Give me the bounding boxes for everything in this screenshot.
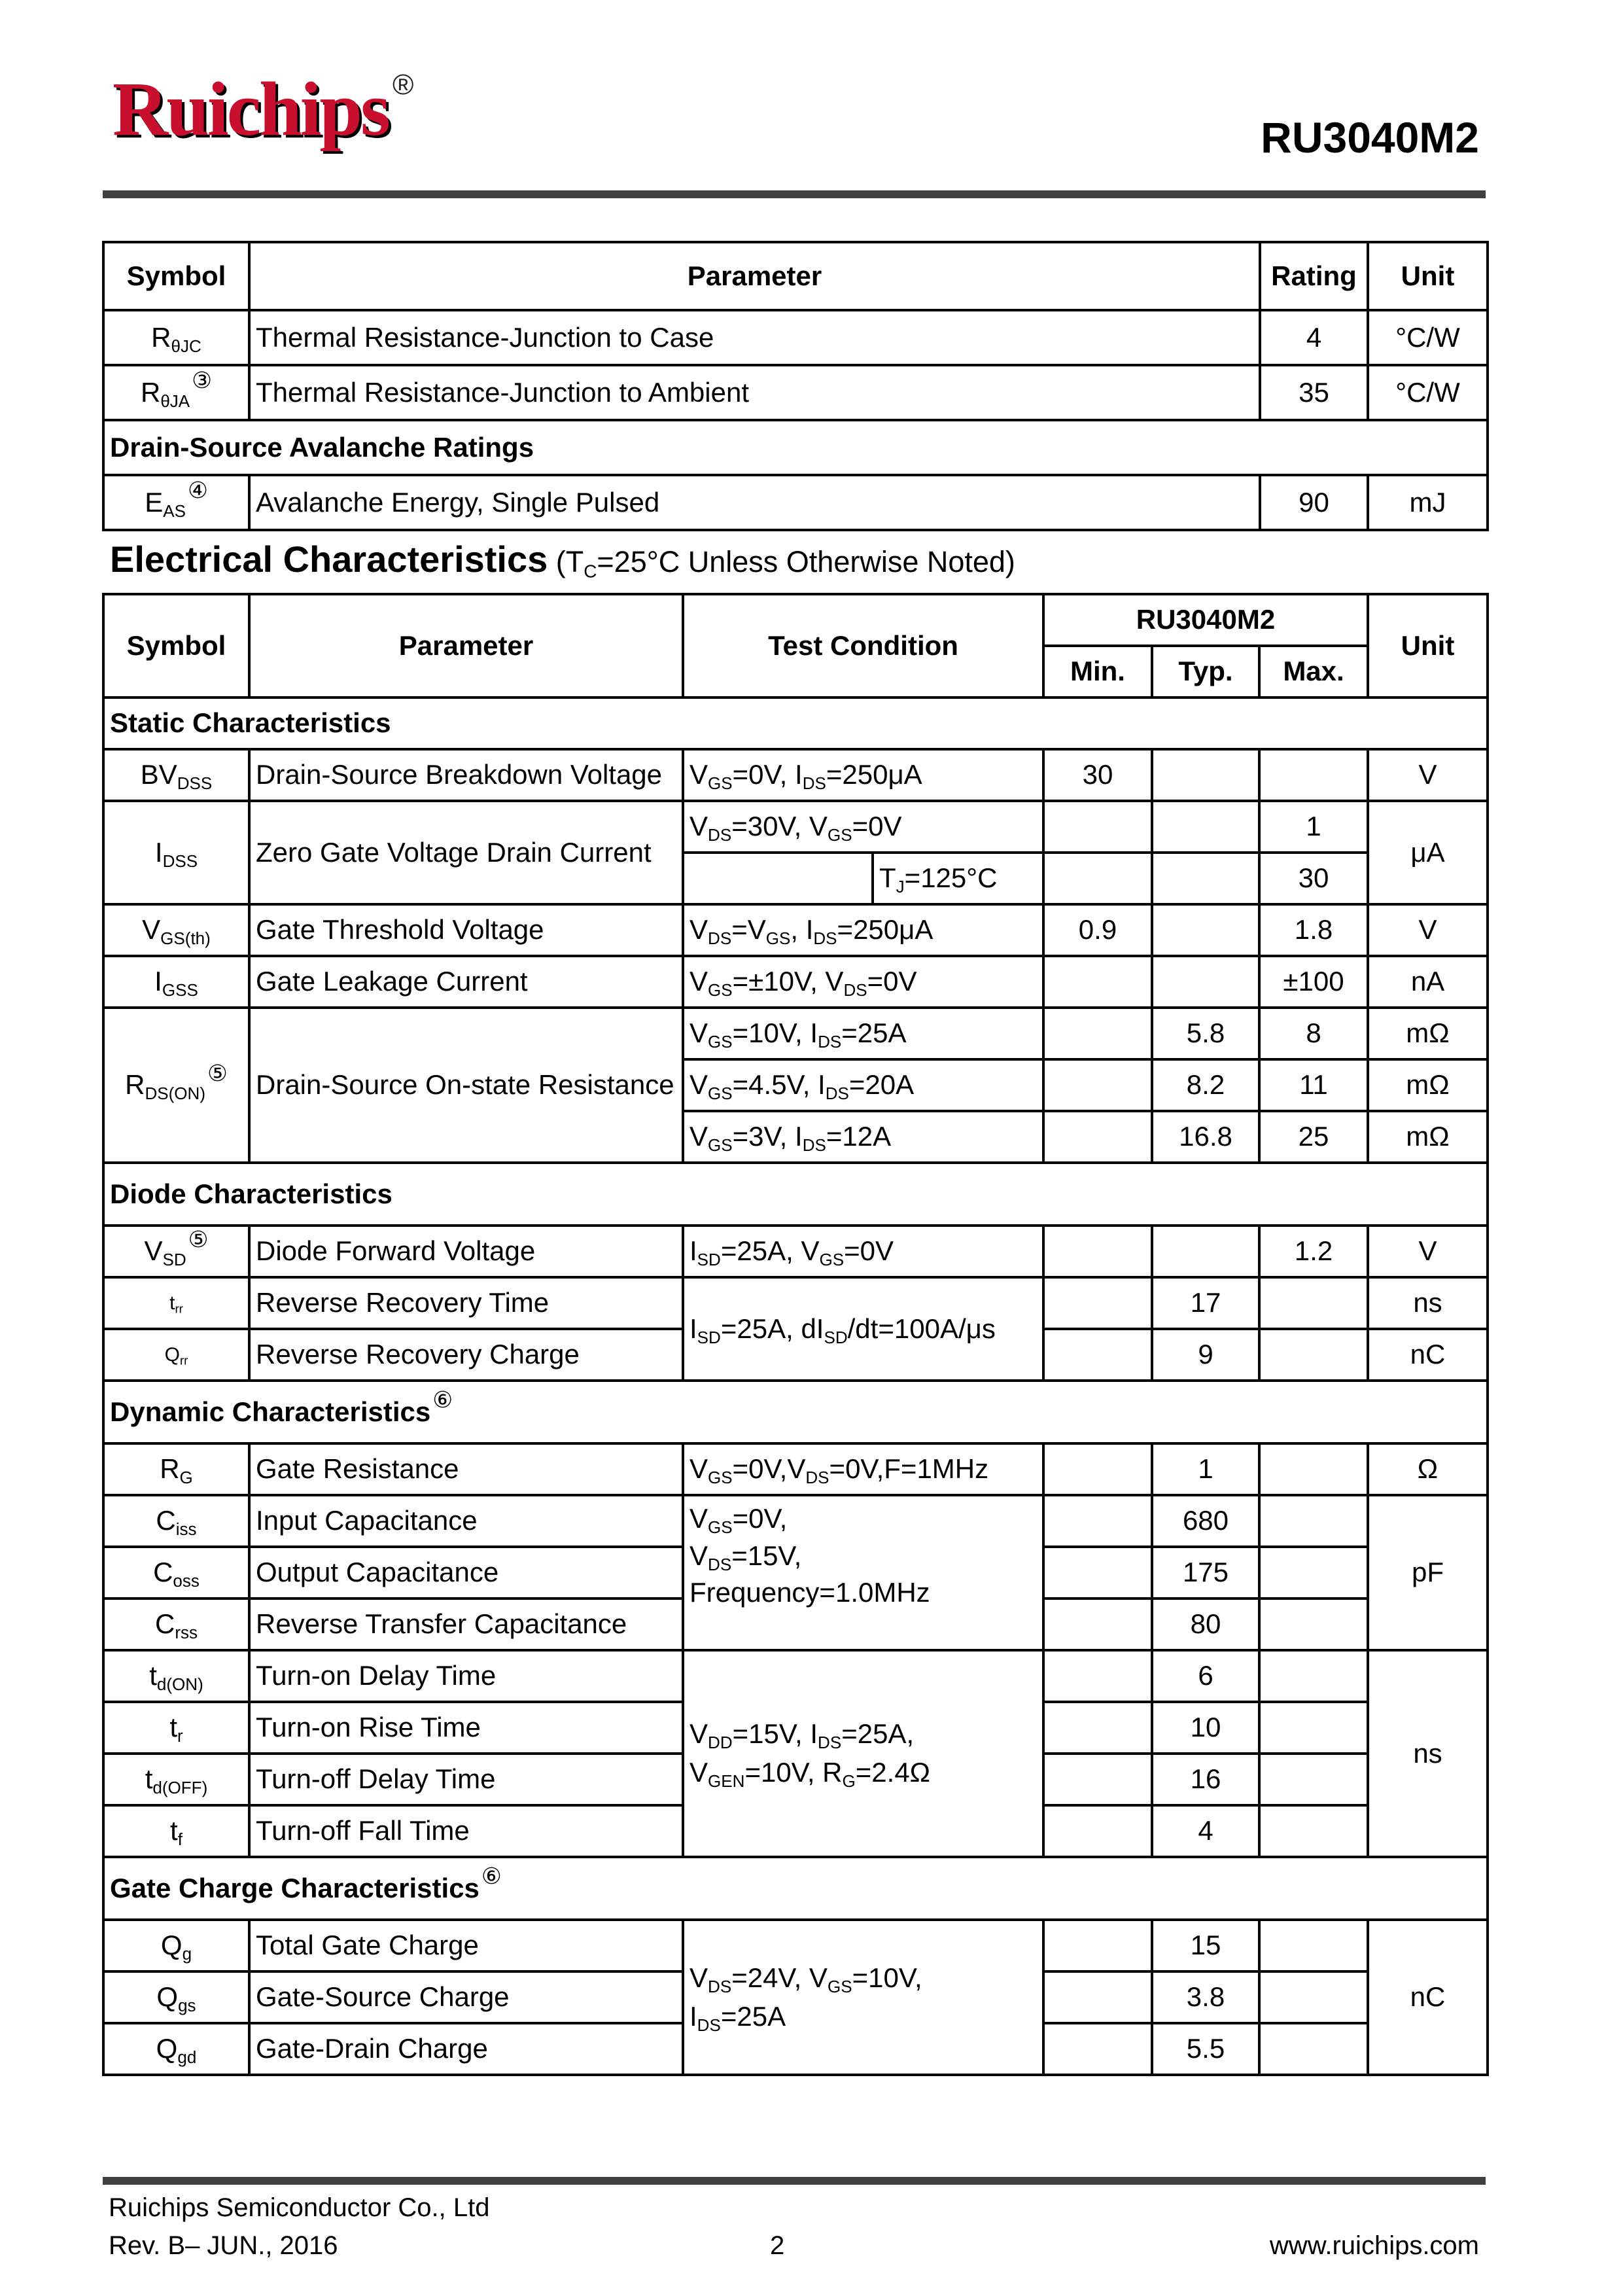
- footnote-mark: ⑤: [207, 1061, 228, 1086]
- header-rating: Rating: [1260, 242, 1368, 310]
- parameter-cell: Turn-off Fall Time: [249, 1805, 683, 1857]
- footnote-mark: ⑥: [432, 1388, 453, 1413]
- unit-cell: nA: [1368, 956, 1488, 1008]
- unit-cell: V: [1368, 904, 1488, 956]
- electrical-characteristics-table: [102, 593, 1489, 2076]
- symbol-cell: $t_r$: [103, 1702, 249, 1754]
- min-cell: [1043, 1650, 1152, 1702]
- footnote-mark: ③: [192, 368, 213, 394]
- footnote-mark: ⑤: [188, 1227, 209, 1252]
- symbol-cell: $Q_{rr}$: [103, 1329, 249, 1381]
- unit-cell: mΩ: [1368, 1111, 1488, 1163]
- symbol-cell: $t_{d(OFF)}$: [103, 1754, 249, 1805]
- table-row: [103, 1008, 1488, 1059]
- symbol-cell: $E_{AS}^④$: [103, 475, 249, 530]
- header-typ: Typ.: [1152, 646, 1259, 698]
- symbol-cell: $V_{GS(th)}$: [103, 904, 249, 956]
- condition-cell: $V_{DD}=15V$, $I_{DS}=25A$, $V_{GEN}=10V$, $R_G=2.4\Omega$: [683, 1650, 1043, 1857]
- min-cell: 30: [1043, 749, 1152, 801]
- max-cell: 30: [1259, 853, 1368, 904]
- typ-cell: [1152, 904, 1259, 956]
- rating-cell: 35: [1260, 365, 1368, 420]
- parameter-cell: Zero Gate Voltage Drain Current: [249, 801, 683, 904]
- min-cell: [1043, 1329, 1152, 1381]
- max-cell: [1259, 1702, 1368, 1754]
- table-row: [103, 1226, 1488, 1277]
- max-cell: [1259, 1598, 1368, 1650]
- parameter-cell: Gate Resistance: [249, 1443, 683, 1495]
- table-row: [103, 475, 1488, 530]
- max-cell: 1: [1259, 801, 1368, 853]
- min-cell: [1043, 1971, 1152, 2023]
- header-unit: Unit: [1368, 594, 1488, 698]
- unit-cell: V: [1368, 1226, 1488, 1277]
- footer-divider: [103, 2177, 1486, 2185]
- footer-company: Ruichips Semiconductor Co., Ltd: [109, 2193, 490, 2222]
- parameter-cell: Reverse Transfer Capacitance: [249, 1598, 683, 1650]
- section-row: [103, 1163, 1488, 1226]
- typ-cell: 5.8: [1152, 1008, 1259, 1059]
- table-row: [103, 956, 1488, 1008]
- min-cell: [1043, 1702, 1152, 1754]
- max-cell: [1259, 1277, 1368, 1329]
- typ-cell: 15: [1152, 1920, 1259, 1971]
- thermal-ratings-table: [102, 241, 1489, 531]
- unit-cell: pF: [1368, 1495, 1488, 1650]
- header-symbol: Symbol: [103, 242, 249, 310]
- min-cell: [1043, 1059, 1152, 1111]
- symbol-cell: $Q_g$: [103, 1920, 249, 1971]
- section-avalanche-ratings: Drain-Source Avalanche Ratings: [103, 420, 1488, 475]
- max-cell: 25: [1259, 1111, 1368, 1163]
- unit-cell: V: [1368, 749, 1488, 801]
- table-row: [103, 1495, 1488, 1547]
- parameter-cell: Total Gate Charge: [249, 1920, 683, 1971]
- header-symbol: Symbol: [103, 594, 249, 698]
- typ-cell: 680: [1152, 1495, 1259, 1547]
- condition-cell: $V_{GS}=4.5V$, $I_{DS}=20A$: [683, 1059, 1043, 1111]
- max-cell: ±100: [1259, 956, 1368, 1008]
- footer-website[interactable]: www.ruichips.com: [1269, 2231, 1479, 2260]
- parameter-cell: Gate-Source Charge: [249, 1971, 683, 2023]
- parameter-cell: Turn-off Delay Time: [249, 1754, 683, 1805]
- table-row: [103, 310, 1488, 365]
- max-cell: 11: [1259, 1059, 1368, 1111]
- condition-cell: $V_{DS}=24V$, $V_{GS}=10V$, $I_{DS}=25A$: [683, 1920, 1043, 2075]
- unit-cell: nC: [1368, 1329, 1488, 1381]
- header-parameter: Parameter: [249, 594, 683, 698]
- condition-cell: $V_{GS}=0V$, $V_{DS}=15V$, Frequency=1.0MHz: [683, 1495, 1043, 1650]
- parameter-cell: Gate-Drain Charge: [249, 2023, 683, 2075]
- table-row: [103, 1443, 1488, 1495]
- ruichips-logo: [113, 66, 414, 152]
- section-dynamic: Dynamic Characteristics⑥: [103, 1381, 1488, 1443]
- typ-cell: 16: [1152, 1754, 1259, 1805]
- condition-cell: $V_{GS}=0V,V_{DS}=0V,F=1MHz$: [683, 1443, 1043, 1495]
- max-cell: [1259, 1920, 1368, 1971]
- parameter-cell: Reverse Recovery Time: [249, 1277, 683, 1329]
- max-cell: [1259, 1329, 1368, 1381]
- unit-cell: mΩ: [1368, 1008, 1488, 1059]
- min-cell: [1043, 1226, 1152, 1277]
- unit-cell: mΩ: [1368, 1059, 1488, 1111]
- conditions-note: ($T_C=25^\circ C$ Unless Otherwise Noted): [548, 545, 1015, 582]
- min-cell: [1043, 1111, 1152, 1163]
- typ-cell: 5.5: [1152, 2023, 1259, 2075]
- section-gate-charge: Gate Charge Characteristics⑥: [103, 1857, 1488, 1920]
- section-row: [103, 1857, 1488, 1920]
- unit-cell: ns: [1368, 1650, 1488, 1857]
- parameter-cell: Gate Leakage Current: [249, 956, 683, 1008]
- unit-cell: mJ: [1368, 475, 1488, 530]
- table-row: [103, 1650, 1488, 1702]
- typ-cell: 80: [1152, 1598, 1259, 1650]
- parameter-cell: Gate Threshold Voltage: [249, 904, 683, 956]
- unit-cell: °C/W: [1368, 365, 1488, 420]
- typ-cell: 8.2: [1152, 1059, 1259, 1111]
- typ-cell: 16.8: [1152, 1111, 1259, 1163]
- table-row: [103, 749, 1488, 801]
- max-cell: 1.2: [1259, 1226, 1368, 1277]
- parameter-cell: Thermal Resistance-Junction to Ambient: [249, 365, 1260, 420]
- rating-cell: 4: [1260, 310, 1368, 365]
- parameter-cell: Diode Forward Voltage: [249, 1226, 683, 1277]
- symbol-cell: $R_{\theta JC}$: [103, 310, 249, 365]
- max-cell: [1259, 749, 1368, 801]
- unit-cell: °C/W: [1368, 310, 1488, 365]
- symbol-cell: $R_{DS(ON)}^⑤$: [103, 1008, 249, 1163]
- symbol-cell: $V_{SD}^⑤$: [103, 1226, 249, 1277]
- logo-text: Ruichips: [113, 66, 389, 152]
- min-cell: 0.9: [1043, 904, 1152, 956]
- condition-cell: $I_{SD}=25A$, $dI_{SD}/dt=100A/\mu s$: [683, 1277, 1043, 1381]
- max-cell: [1259, 1971, 1368, 2023]
- typ-cell: [1152, 1226, 1259, 1277]
- min-cell: [1043, 1920, 1152, 1971]
- condition-cell: $I_{SD}=25A$, $V_{GS}=0V$: [683, 1226, 1043, 1277]
- header-parameter: Parameter: [249, 242, 1260, 310]
- unit-cell: ns: [1368, 1277, 1488, 1329]
- table-row: [103, 1920, 1488, 1971]
- typ-cell: 3.8: [1152, 1971, 1259, 2023]
- unit-cell: nC: [1368, 1920, 1488, 2075]
- part-number: RU3040M2: [1261, 113, 1479, 162]
- symbol-cell: $R_G$: [103, 1443, 249, 1495]
- table-row: [103, 904, 1488, 956]
- min-cell: [1043, 1277, 1152, 1329]
- symbol-cell: $I_{DSS}$: [103, 801, 249, 904]
- max-cell: 1.8: [1259, 904, 1368, 956]
- condition-cell: $V_{DS}=V_{GS}$, $I_{DS}=250\mu A$: [683, 904, 1043, 956]
- typ-cell: [1152, 853, 1259, 904]
- max-cell: [1259, 1547, 1368, 1598]
- table-row: [103, 365, 1488, 420]
- symbol-cell: $Q_{gd}$: [103, 2023, 249, 2075]
- footnote-mark: ⑥: [481, 1864, 502, 1890]
- parameter-cell: Turn-on Delay Time: [249, 1650, 683, 1702]
- typ-cell: [1152, 801, 1259, 853]
- symbol-cell: $C_{oss}$: [103, 1547, 249, 1598]
- parameter-cell: Drain-Source On-state Resistance: [249, 1008, 683, 1163]
- footer-revision: Rev. B– JUN., 2016: [109, 2231, 338, 2260]
- symbol-cell: $C_{rss}$: [103, 1598, 249, 1650]
- section-row: [103, 420, 1488, 475]
- registered-mark: ®: [392, 69, 414, 101]
- min-cell: [1043, 853, 1152, 904]
- condition-cell: $V_{DS}=30V$, $V_{GS}=0V$: [683, 801, 1043, 853]
- header-unit: Unit: [1368, 242, 1488, 310]
- table-row: [103, 801, 1488, 853]
- unit-cell: Ω: [1368, 1443, 1488, 1495]
- header-test-condition: Test Condition: [683, 594, 1043, 698]
- condition-cell: $V_{GS}=3V$, $I_{DS}=12A$: [683, 1111, 1043, 1163]
- typ-cell: 10: [1152, 1702, 1259, 1754]
- parameter-cell: Output Capacitance: [249, 1547, 683, 1598]
- symbol-cell: $R_{\theta JA}^③$: [103, 365, 249, 420]
- parameter-cell: Thermal Resistance-Junction to Case: [249, 310, 1260, 365]
- footer-page-number: 2: [770, 2231, 785, 2260]
- section-diode: Diode Characteristics: [103, 1163, 1488, 1226]
- parameter-cell: Avalanche Energy, Single Pulsed: [249, 475, 1260, 530]
- typ-cell: 1: [1152, 1443, 1259, 1495]
- max-cell: 8: [1259, 1008, 1368, 1059]
- footnote-mark: ④: [187, 478, 208, 504]
- symbol-cell: $C_{iss}$: [103, 1495, 249, 1547]
- symbol-cell: $t_{rr}$: [103, 1277, 249, 1329]
- min-cell: [1043, 2023, 1152, 2075]
- max-cell: [1259, 1495, 1368, 1547]
- section-row: [103, 1381, 1488, 1443]
- unit-cell: μA: [1368, 801, 1488, 904]
- symbol-cell: $I_{GSS}$: [103, 956, 249, 1008]
- max-cell: [1259, 1754, 1368, 1805]
- condition-cell: $V_{GS}=0V$, $I_{DS}=250\mu A$: [683, 749, 1043, 801]
- min-cell: [1043, 1754, 1152, 1805]
- rating-cell: 90: [1260, 475, 1368, 530]
- symbol-cell: $Q_{gs}$: [103, 1971, 249, 2023]
- typ-cell: [1152, 749, 1259, 801]
- min-cell: [1043, 801, 1152, 853]
- min-cell: [1043, 956, 1152, 1008]
- condition-cell: [683, 853, 873, 904]
- electrical-characteristics-title: Electrical Characteristics ($T_C=25^\circ C$ Unless Otherwise Noted): [110, 539, 1015, 582]
- symbol-cell: $t_f$: [103, 1805, 249, 1857]
- condition-tj-cell: $T_J=125^\circ C$: [873, 853, 1043, 904]
- typ-cell: 9: [1152, 1329, 1259, 1381]
- max-cell: [1259, 1650, 1368, 1702]
- header-divider: [103, 190, 1486, 198]
- table-header-row: [103, 594, 1488, 646]
- table-row: [103, 1277, 1488, 1329]
- header-min: Min.: [1043, 646, 1152, 698]
- max-cell: [1259, 2023, 1368, 2075]
- header-max: Max.: [1259, 646, 1368, 698]
- condition-cell: $V_{GS}=10V$, $I_{DS}=25A$: [683, 1008, 1043, 1059]
- typ-cell: 4: [1152, 1805, 1259, 1857]
- symbol-cell: $t_{d(ON)}$: [103, 1650, 249, 1702]
- section-row: [103, 698, 1488, 749]
- parameter-cell: Input Capacitance: [249, 1495, 683, 1547]
- max-cell: [1259, 1443, 1368, 1495]
- table-header-row: [103, 242, 1488, 310]
- min-cell: [1043, 1547, 1152, 1598]
- min-cell: [1043, 1805, 1152, 1857]
- min-cell: [1043, 1443, 1152, 1495]
- min-cell: [1043, 1495, 1152, 1547]
- min-cell: [1043, 1598, 1152, 1650]
- header-device: RU3040M2: [1043, 594, 1368, 646]
- parameter-cell: Reverse Recovery Charge: [249, 1329, 683, 1381]
- condition-cell: $V_{GS}=\pm 10V$, $V_{DS}=0V$: [683, 956, 1043, 1008]
- min-cell: [1043, 1008, 1152, 1059]
- typ-cell: 6: [1152, 1650, 1259, 1702]
- parameter-cell: Turn-on Rise Time: [249, 1702, 683, 1754]
- symbol-cell: $BV_{DSS}$: [103, 749, 249, 801]
- section-static: Static Characteristics: [103, 698, 1488, 749]
- typ-cell: 175: [1152, 1547, 1259, 1598]
- max-cell: [1259, 1805, 1368, 1857]
- typ-cell: 17: [1152, 1277, 1259, 1329]
- parameter-cell: Drain-Source Breakdown Voltage: [249, 749, 683, 801]
- typ-cell: [1152, 956, 1259, 1008]
